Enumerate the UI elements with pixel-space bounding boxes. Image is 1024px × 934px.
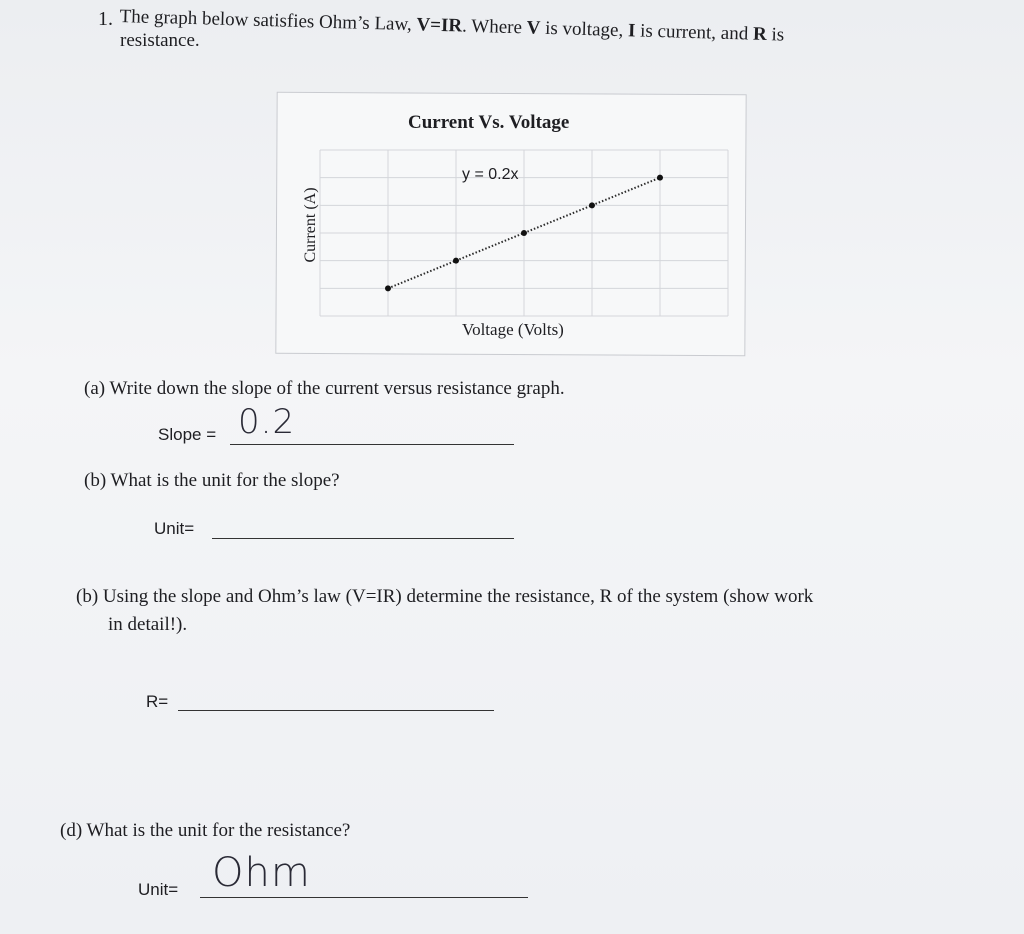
data-point bbox=[589, 202, 595, 208]
chart-xlabel: Voltage (Volts) bbox=[462, 320, 564, 339]
intro-text-e: is bbox=[766, 24, 785, 46]
intro-text-c: is voltage, bbox=[540, 17, 629, 42]
unit-answer-line-d[interactable] bbox=[200, 897, 528, 898]
intro-text-a: The graph below satisfies Ohm’s Law, bbox=[119, 6, 417, 36]
data-point bbox=[453, 258, 459, 264]
data-point bbox=[657, 175, 663, 181]
slope-label: Slope = bbox=[158, 425, 217, 444]
part-a-question: (a) Write down the slope of the current versus resistance graph. bbox=[84, 378, 565, 399]
question-number: 1. bbox=[98, 8, 113, 30]
part-b1-question: (b) What is the unit for the slope? bbox=[84, 470, 340, 491]
chart-title: Current Vs. Voltage bbox=[408, 112, 570, 133]
intro-v: V bbox=[526, 17, 541, 39]
unit-label-d: Unit= bbox=[138, 880, 179, 899]
intro-r: R bbox=[752, 23, 768, 46]
chart-annotation: y = 0.2x bbox=[462, 166, 519, 183]
question-intro-line2: resistance. bbox=[120, 30, 200, 51]
intro-i: I bbox=[627, 20, 636, 42]
slope-answer[interactable]: 0.2 bbox=[238, 402, 296, 442]
slope-answer-line[interactable] bbox=[230, 444, 514, 445]
r-answer-line[interactable] bbox=[178, 710, 494, 711]
intro-text-d: is current, and bbox=[635, 20, 754, 45]
intro-eq: V=IR bbox=[416, 14, 463, 37]
chart-ylabel: Current (A) bbox=[302, 187, 319, 263]
data-point bbox=[521, 230, 527, 236]
data-point bbox=[385, 285, 391, 291]
r-label: R= bbox=[146, 692, 169, 711]
part-b2-question-line1: (b) Using the slope and Ohm’s law (V=IR) determine the resistance, R of the system (show work bbox=[76, 586, 814, 607]
intro-text-b: . Where bbox=[461, 15, 527, 39]
part-d-question: (d) What is the unit for the resistance? bbox=[60, 820, 351, 841]
unit-answer-d[interactable]: Ohm bbox=[212, 850, 311, 896]
unit-answer-line-b1[interactable] bbox=[212, 538, 514, 539]
unit-label-b1: Unit= bbox=[154, 519, 195, 538]
part-b2-question-line2: in detail!). bbox=[108, 614, 188, 635]
